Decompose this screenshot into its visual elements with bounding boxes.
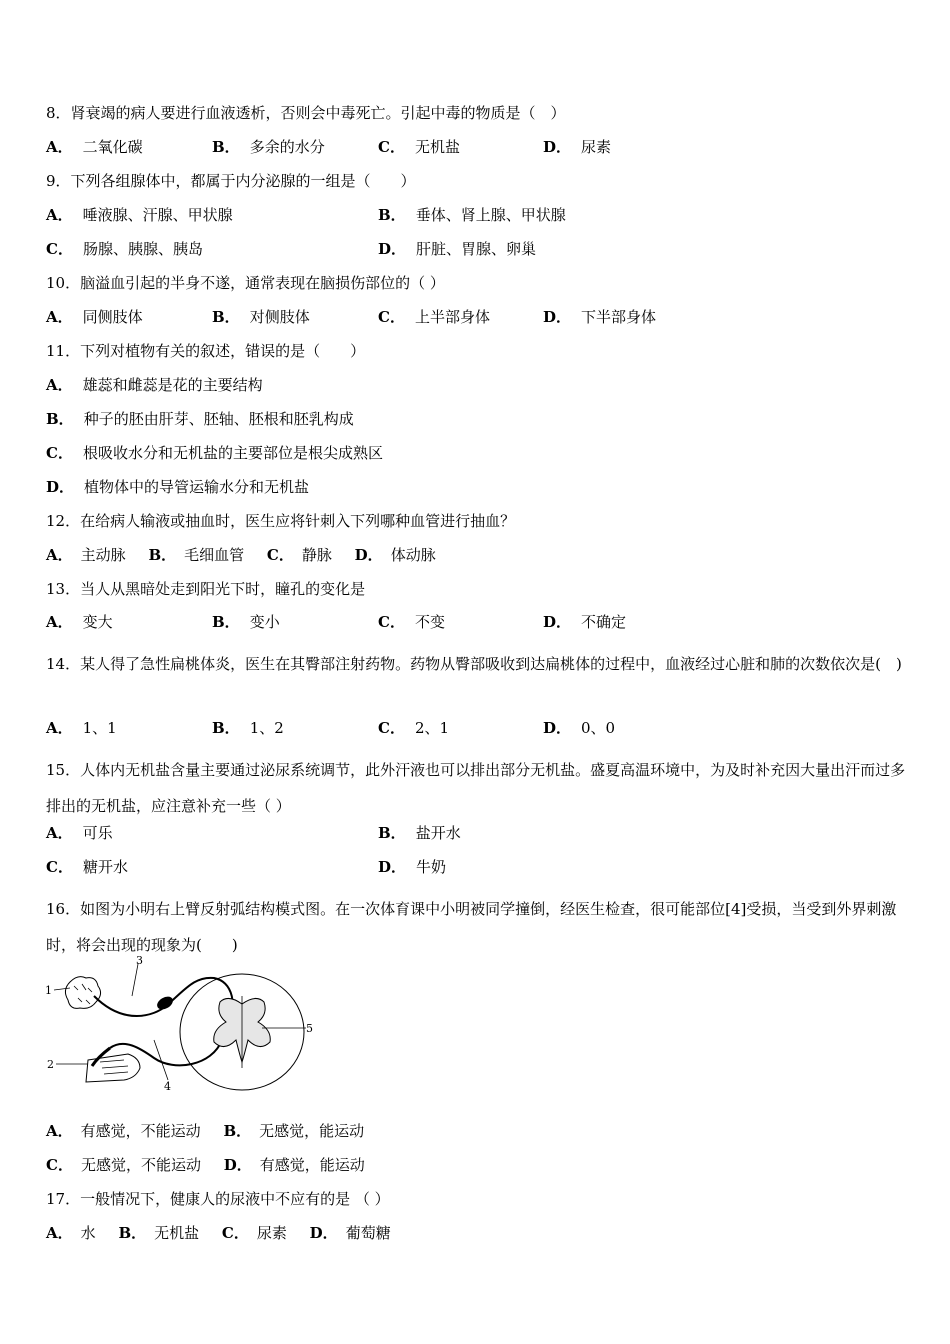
option-text: 无感觉，不能运动: [80, 1156, 201, 1174]
option-text: 0、0: [581, 719, 616, 737]
option-text: 1、1: [82, 719, 117, 737]
motor-neuron-path: [110, 1040, 222, 1065]
question-11-stem: 11．下列对植物有关的叙述，错误的是（ ）: [46, 342, 366, 360]
option-text: 不变: [414, 613, 445, 631]
q8-option-d[interactable]: [543, 137, 611, 157]
figure-label-5: 5: [306, 1022, 313, 1035]
option-text: 有感觉，能运动: [259, 1156, 365, 1174]
option-text: 毛细血管: [184, 546, 245, 564]
q15-option-a[interactable]: [46, 823, 113, 843]
option-text: 有感觉，不能运动: [80, 1122, 201, 1140]
q9-option-c[interactable]: [46, 239, 203, 259]
option-text: 1、2: [249, 719, 284, 737]
q15-option-b[interactable]: [378, 823, 461, 843]
option-text: 尿素: [581, 138, 612, 156]
option-label: D．: [378, 240, 407, 258]
option-label: B．: [212, 138, 240, 156]
option-label: B．: [212, 308, 240, 326]
option-text: 垂体、肾上腺、甲状腺: [415, 206, 566, 224]
q11-option-a[interactable]: [46, 375, 263, 395]
question-12-stem: 12．在给病人输液或抽血时，医生应将针刺入下列哪种血管进行抽血？: [46, 512, 516, 530]
q15-option-d[interactable]: [378, 857, 446, 877]
q9-option-b[interactable]: [378, 205, 566, 225]
option-text: 牛奶: [416, 858, 447, 876]
q13-option-c[interactable]: [378, 612, 445, 632]
option-label: C．: [221, 1224, 249, 1242]
option-text: 不确定: [581, 613, 627, 631]
figure-label-1: 1: [45, 984, 52, 997]
q14-option-d[interactable]: [543, 718, 615, 738]
ganglion-shape: [156, 995, 175, 1012]
q12-option-a[interactable]: [46, 546, 126, 564]
q11-option-b[interactable]: [46, 409, 354, 429]
option-label: D．: [46, 478, 75, 496]
option-label: A．: [46, 206, 73, 224]
option-label: D．: [543, 719, 572, 737]
question-15-stem: 15．人体内无机盐含量主要通过泌尿系统调节，此外汗液也可以排出部分无机盐。盛夏高温环境中，为及时补充因大量出汗而过多排出的无机盐，应注意补充一些（ ）: [46, 761, 906, 815]
q13-option-d[interactable]: [543, 612, 626, 632]
option-label: B．: [118, 1224, 147, 1242]
q13-option-b[interactable]: [212, 612, 280, 632]
option-label: D．: [543, 308, 572, 326]
option-label: C．: [378, 719, 405, 737]
option-text: 主动脉: [80, 546, 126, 564]
option-label: B．: [148, 546, 177, 564]
option-text: 同侧肢体: [82, 308, 143, 326]
q10-option-d[interactable]: [543, 307, 656, 327]
question-9-stem: 9．下列各组腺体中，都属于内分泌腺的一组是（ ）: [46, 172, 416, 190]
option-label: C．: [266, 546, 294, 564]
option-text: 无机盐: [414, 138, 460, 156]
option-label: D．: [354, 546, 383, 564]
question-14-stem: 14．某人得了急性扁桃体炎，医生在其臀部注射药物。药物从臀部吸收到达扁桃体的过程中，血液经过心脏和肺的次数依次是( ): [46, 655, 902, 673]
q17-option-b[interactable]: [118, 1224, 199, 1242]
q14-option-a[interactable]: [46, 718, 117, 738]
option-text: 变大: [82, 613, 113, 631]
option-label: B．: [212, 719, 240, 737]
q8-option-c[interactable]: [378, 137, 460, 157]
question-17-stem: 17．一般情况下，健康人的尿液中不应有的是 （ ）: [46, 1190, 390, 1208]
figure-label-2: 2: [47, 1058, 54, 1071]
option-label: D．: [309, 1224, 338, 1242]
option-label: A．: [46, 308, 73, 326]
reflex-arc-figure: [44, 956, 314, 1096]
q16-option-b[interactable]: [223, 1122, 364, 1140]
option-label: A．: [46, 613, 73, 631]
option-text: 无机盐: [154, 1224, 200, 1242]
option-label: A．: [46, 719, 73, 737]
q10-option-a[interactable]: [46, 307, 143, 327]
q11-option-c[interactable]: [46, 443, 383, 463]
question-10-stem: 10．脑溢血引起的半身不遂，通常表现在脑损伤部位的（ ）: [46, 274, 445, 292]
receptor-shape: [65, 977, 100, 1009]
q17-option-a[interactable]: [46, 1224, 96, 1242]
option-label: B．: [46, 410, 74, 428]
option-text: 糖开水: [82, 858, 128, 876]
q8-option-a[interactable]: [46, 137, 143, 157]
q14-option-b[interactable]: [212, 718, 284, 738]
option-label: A．: [46, 824, 73, 842]
q12-options-inline: [46, 545, 436, 565]
option-text: 唾液腺、汗腺、甲状腺: [82, 206, 233, 224]
option-label: B．: [212, 613, 240, 631]
option-text: 体动脉: [390, 546, 436, 564]
question-13-stem: 13．当人从黑暗处走到阳光下时，瞳孔的变化是: [46, 580, 366, 598]
option-label: D．: [223, 1156, 252, 1174]
question-16-stem: 16．如图为小明右上臂反射弧结构模式图。在一次体育课中小明被同学撞倒，经医生检查，很可能部位[4]受损，当受到外界刺激时，将会出现的现象为( ): [46, 900, 897, 954]
q14-option-c[interactable]: [378, 718, 449, 738]
q12-option-b[interactable]: [148, 546, 244, 564]
q13-option-a[interactable]: [46, 612, 113, 632]
q12-option-d[interactable]: [355, 546, 436, 564]
option-label: C．: [46, 240, 73, 258]
option-text: 肠腺、胰腺、胰岛: [82, 240, 203, 258]
q9-option-d[interactable]: [378, 239, 536, 259]
option-label: C．: [46, 858, 73, 876]
option-text: 尿素: [256, 1224, 287, 1242]
option-label: C．: [378, 138, 405, 156]
option-text: 二氧化碳: [82, 138, 143, 156]
option-label: B．: [223, 1122, 252, 1140]
option-label: A．: [46, 1122, 73, 1140]
option-text: 盐开水: [415, 824, 461, 842]
option-text: 根吸收水分和无机盐的主要部位是根尖成熟区: [82, 444, 383, 462]
question-8-stem: 8．肾衰竭的病人要进行血液透析，否则会中毒死亡。引起中毒的物质是（ ）: [46, 104, 566, 122]
effector-shape: [86, 1054, 140, 1082]
q17-options-inline: [46, 1223, 391, 1243]
q16-option-d[interactable]: [224, 1156, 365, 1174]
q17-option-c[interactable]: [222, 1224, 287, 1242]
option-text: 可乐: [82, 824, 113, 842]
figure-label-3: 3: [136, 956, 143, 967]
option-label: C．: [46, 444, 73, 462]
option-label: A．: [46, 376, 73, 394]
option-text: 2、1: [414, 719, 450, 737]
q16-options-row1: [46, 1121, 364, 1141]
option-text: 上半部身体: [414, 308, 490, 326]
option-label: C．: [378, 613, 405, 631]
q8-option-b[interactable]: [212, 137, 325, 157]
q16-options-row2: [46, 1155, 365, 1175]
option-text: 种子的胚由肝芽、胚轴、胚根和胚乳构成: [83, 410, 354, 428]
option-label: B．: [378, 824, 406, 842]
q11-option-d[interactable]: [46, 477, 309, 497]
q16-option-c[interactable]: [46, 1156, 201, 1174]
option-text: 对侧肢体: [249, 308, 310, 326]
q10-option-b[interactable]: [212, 307, 310, 327]
option-label: A．: [46, 546, 73, 564]
option-text: 雄蕊和雌蕊是花的主要结构: [82, 376, 263, 394]
q17-option-d[interactable]: [310, 1224, 391, 1242]
option-label: D．: [543, 613, 572, 631]
q16-option-a[interactable]: [46, 1122, 201, 1140]
option-label: B．: [378, 206, 406, 224]
option-text: 多余的水分: [249, 138, 325, 156]
q10-option-c[interactable]: [378, 307, 490, 327]
option-label: D．: [378, 858, 407, 876]
option-label: C．: [378, 308, 405, 326]
option-text: 肝脏、胃腺、卵巢: [416, 240, 537, 258]
option-text: 葡萄糖: [345, 1224, 391, 1242]
q15-option-c[interactable]: [46, 857, 128, 877]
q9-option-a[interactable]: [46, 205, 233, 225]
option-label: D．: [543, 138, 572, 156]
option-text: 植物体中的导管运输水分和无机盐: [84, 478, 310, 496]
option-text: 静脉: [301, 546, 332, 564]
option-text: 下半部身体: [581, 308, 657, 326]
option-label: C．: [46, 1156, 73, 1174]
option-text: 变小: [249, 613, 280, 631]
option-label: A．: [46, 1224, 73, 1242]
option-text: 无感觉，能运动: [259, 1122, 365, 1140]
figure-label-4: 4: [164, 1080, 171, 1093]
q12-option-c[interactable]: [267, 546, 332, 564]
option-text: 水: [80, 1224, 96, 1242]
option-label: A．: [46, 138, 73, 156]
